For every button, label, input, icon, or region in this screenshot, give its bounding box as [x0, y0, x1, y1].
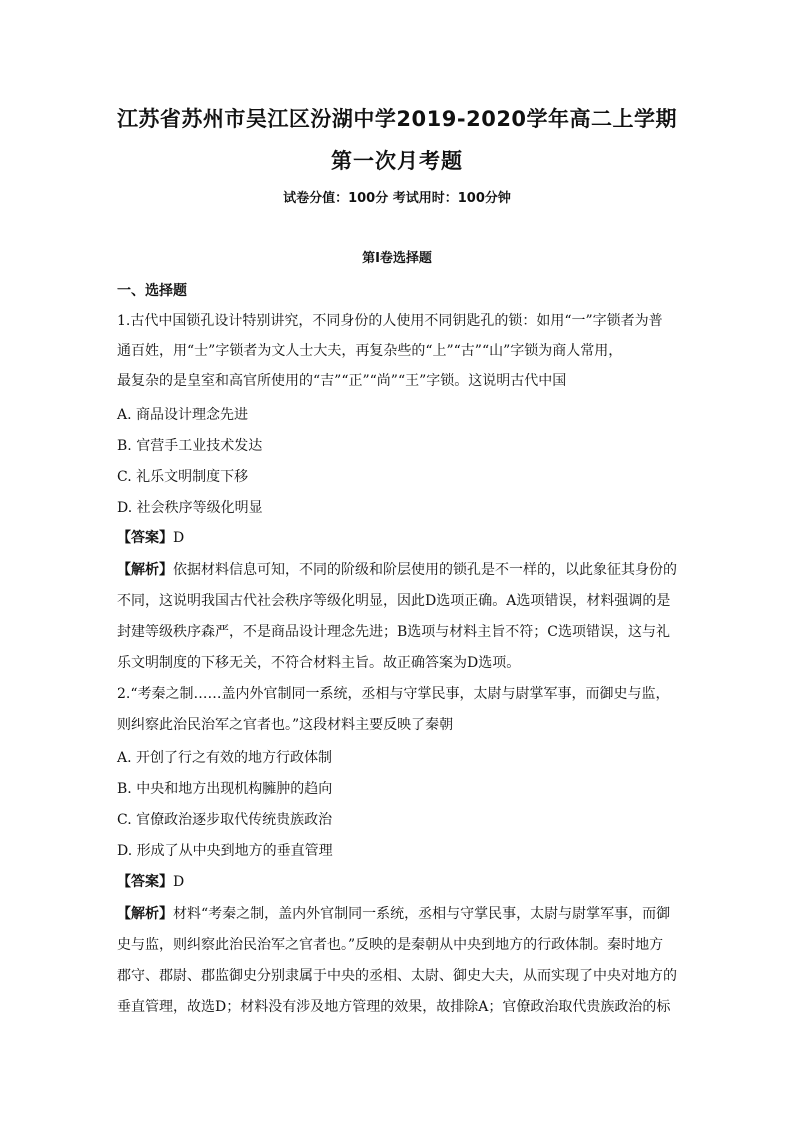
- q1-analysis-line: 不同，这说明我国古代社会秩序等级化明显，因此D选项正确。A选项错误，材料强调的是: [117, 593, 671, 609]
- answer-label: 【答案】: [117, 874, 173, 890]
- answer-value: D: [173, 874, 185, 890]
- q2-option-b: B. 中央和地方出现机构臃肿的趋向: [117, 781, 333, 797]
- q1-answer: [117, 528, 677, 548]
- analysis-label: 【解析】: [117, 562, 173, 578]
- q1-analysis-line: 乐文明制度的下移无关，不符合材料主旨。故正确答案为D选项。: [117, 655, 521, 671]
- analysis-text: 依据材料信息可知，不同的阶级和阶层使用的锁孔是不一样的，以此象征其身份的: [173, 562, 677, 578]
- q2-stem-line: 2.“考秦之制……盖内外官制同一系统，丞相与守掌民事，太尉与尉掌军事，而御史与监，: [117, 686, 670, 702]
- q1-option-c: C. 礼乐文明制度下移: [117, 469, 249, 485]
- q2-analysis-line: 垂直管理，故选D；材料没有涉及地方管理的效果，故排除A；官僚政治取代贵族政治的标: [117, 999, 671, 1015]
- q1-analysis-line: [117, 560, 677, 580]
- q2-stem-line: 则纠察此治民治军之官者也。”这段材料主要反映了秦朝: [117, 717, 454, 733]
- q2-option-d: D. 形成了从中央到地方的垂直管理: [117, 843, 333, 859]
- analysis-text: 材料“考秦之制，盖内外官制同一系统，丞相与守掌民事，太尉与尉掌军事，而御: [173, 906, 671, 922]
- answer-value: D: [173, 530, 185, 546]
- part-heading: 第Ⅰ卷选择题: [362, 251, 432, 266]
- q2-option-a: A. 开创了行之有效的地方行政体制: [117, 750, 333, 766]
- q1-analysis-line: 封建等级秩序森严，不是商品设计理念先进；B选项与材料主旨不符；C选项错误，这与礼: [117, 624, 670, 640]
- answer-label: 【答案】: [117, 530, 173, 546]
- q1-option-b: B. 官营手工业技术发达: [117, 438, 263, 454]
- q1-stem-line: 通百姓，用“士”字锁者为文人士大夫，再复杂些的“上”“古”“山”字锁为商人常用，: [117, 343, 623, 359]
- section-heading: 一、选择题: [117, 283, 187, 299]
- q2-answer: [117, 872, 677, 892]
- q1-option-d: D. 社会秩序等级化明显: [117, 500, 263, 516]
- q1-stem-line: 1.古代中国锁孔设计特别讲究，不同身份的人使用不同钥匙孔的锁：如用“一”字锁者为普: [117, 313, 663, 329]
- q2-option-c: C. 官僚政治逐步取代传统贵族政治: [117, 812, 333, 828]
- q1-stem-line: 最复杂的是皇室和高官所使用的“吉”“正”“尚”“王”字锁。这说明古代中国: [117, 373, 567, 389]
- q2-analysis-line: 郡守、郡尉、郡监御史分别隶属于中央的丞相、太尉、御史大夫，从而实现了中央对地方的: [117, 968, 677, 984]
- analysis-label: 【解析】: [117, 906, 173, 922]
- exam-title-line2: 第一次月考题: [331, 149, 463, 173]
- q1-option-a: A. 商品设计理念先进: [117, 407, 249, 423]
- exam-title-line1: 江苏省苏州市吴江区汾湖中学2019-2020学年高二上学期: [116, 107, 678, 131]
- q2-analysis-line: 史与监，则纠察此治民治军之官者也。”反映的是秦朝从中央到地方的行政体制。秦时地方: [117, 937, 664, 953]
- exam-meta: 试卷分值：100分 考试用时：100分钟: [283, 191, 511, 206]
- q2-analysis-line: [117, 904, 677, 924]
